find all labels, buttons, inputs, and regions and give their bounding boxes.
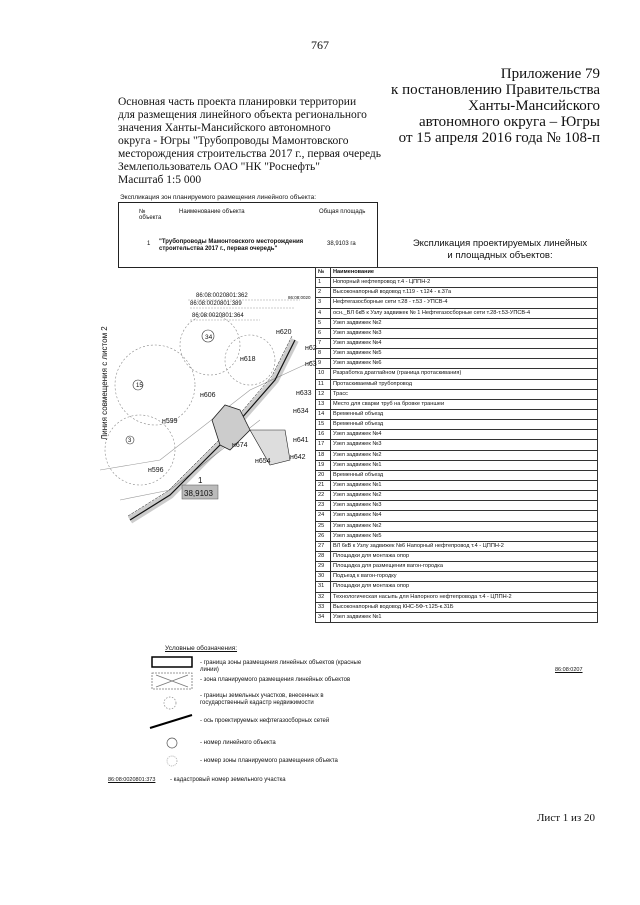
legend-item: - кадастровый номер земельного участка — [170, 777, 286, 783]
zone-row-name: "Трубопроводы Мамонтовского месторождения строительства 2017 г., первая очередь" — [159, 239, 304, 252]
object-number-cell: 26 — [316, 531, 331, 541]
object-number-cell: 6 — [316, 328, 331, 338]
title-line: Масштаб 1:5 000 — [118, 174, 202, 186]
table-row — [316, 369, 598, 379]
object-number-cell: 15 — [316, 420, 331, 430]
object-name-cell: Узел задвижек №1 — [331, 612, 598, 622]
object-name-cell: Площадки для монтажа опор — [331, 582, 598, 592]
cadastral-label: 86:08:0020801:362 — [196, 293, 248, 299]
object-number-cell: 10 — [316, 369, 331, 379]
table-row — [316, 582, 598, 592]
table-row — [316, 389, 598, 399]
table-row — [316, 430, 598, 440]
legend-sample-code: 86:08:0020801:373 — [108, 777, 156, 783]
object-number-cell: 7 — [316, 338, 331, 348]
legend-symbol — [152, 673, 192, 689]
table-row — [316, 602, 598, 612]
table-row — [316, 288, 598, 298]
table-row — [316, 491, 598, 501]
legend-title: Условные обозначения: — [165, 645, 238, 652]
matchline-label: Линия совмещения с листом 2 — [100, 326, 109, 440]
zone-circles — [105, 315, 275, 485]
project-title — [118, 96, 388, 187]
object-number-cell: 4 — [316, 308, 331, 318]
objects-table — [315, 267, 598, 623]
object-name-cell: Протаскиваемый трубопровод — [331, 379, 598, 389]
table-row — [316, 501, 598, 511]
cadastral-label: 86:08:0020 — [288, 295, 311, 300]
object-name-cell: Узел задвижек №4 — [331, 430, 598, 440]
object-number-cell: 30 — [316, 572, 331, 582]
object-number-cell: 2 — [316, 288, 331, 298]
table-row — [316, 349, 598, 359]
object-name-cell: Временный объезд — [331, 420, 598, 430]
cadastral-label: 86:08:0020801:389 — [190, 301, 242, 307]
table-row — [316, 612, 598, 622]
table-row — [316, 511, 598, 521]
object-name-cell: Узел задвижек №2 — [331, 318, 598, 328]
sheet-number: Лист 1 из 20 — [536, 812, 595, 824]
zone-table-caption: Экспликация зон планируемого размещения линейного объекта: — [120, 194, 317, 201]
point-label: н596 — [148, 467, 164, 474]
object-number-cell: 9 — [316, 359, 331, 369]
objects-caption-line: и площадных объектов: — [447, 250, 553, 261]
title-line: округа - Югры "Трубопроводы Мамонтовского — [118, 135, 349, 147]
zone-col-name: Наименование объекта — [179, 209, 245, 215]
object-name-cell: Высоконапорный водовод КНС-5Ф-т.125-к.31Б — [331, 602, 598, 612]
legend-item: - граница зоны размещения линейных объектов (красные линии) — [200, 660, 362, 673]
object-number-cell: 14 — [316, 409, 331, 419]
object-number-cell: 27 — [316, 541, 331, 551]
object-number-cell: 20 — [316, 470, 331, 480]
object-name-cell: Высоконапорный водовод т.119 - т.124 - к.37а — [331, 288, 598, 298]
header-no: № — [316, 268, 331, 278]
point-label: н654 — [255, 458, 271, 465]
point-label: н606 — [200, 392, 216, 399]
appendix-line: Ханты-Мансийского — [468, 98, 600, 114]
legend-symbols — [120, 655, 195, 795]
table-row — [316, 278, 598, 288]
appendix-line: от 15 апреля 2016 года № 108-п — [398, 130, 600, 146]
object-name-cell: Нефтегазосборные сети т.28 - т.53 - УПСВ-4 — [331, 298, 598, 308]
object-number-cell: 16 — [316, 430, 331, 440]
object-name-cell: Узел задвижек №3 — [331, 328, 598, 338]
object-number-cell: 12 — [316, 389, 331, 399]
object-name-cell: Площадка для размещения вагон-городка — [331, 562, 598, 572]
object-name-cell: Узел задвижек №5 — [331, 531, 598, 541]
site-plan-map — [100, 270, 315, 630]
title-line: Землепользователь ОАО "НК "Роснефть" — [118, 161, 320, 173]
point-label: н634 — [293, 408, 309, 415]
table-row — [316, 562, 598, 572]
table-row — [316, 298, 598, 308]
point-label: н599 — [162, 418, 178, 425]
legend-symbol — [150, 715, 192, 728]
point-label: н641 — [293, 437, 309, 444]
table-row — [316, 318, 598, 328]
zone-row-no: 1 — [147, 241, 151, 247]
zone-number: 3 — [128, 438, 132, 444]
zone-number: 34 — [205, 334, 213, 341]
object-number-cell: 1 — [316, 278, 331, 288]
object-number-cell: 21 — [316, 480, 331, 490]
zone-col-area: Общая площадь — [319, 209, 366, 215]
object-name-cell: Узел задвижек №6 — [331, 359, 598, 369]
table-row — [316, 592, 598, 602]
object-number-cell: 31 — [316, 582, 331, 592]
legend-item: - ось проектируемых нефтегазосборных сетей — [200, 718, 330, 724]
object-number-cell: 25 — [316, 521, 331, 531]
page-number: 767 — [311, 38, 329, 52]
object-name-cell: Трасс — [331, 389, 598, 399]
object-number-cell: 32 — [316, 592, 331, 602]
object-name-cell: Площадки для монтажа опор — [331, 551, 598, 561]
appendix-line: автономного округа – Югры — [418, 114, 600, 130]
title-line: для размещения линейного объекта регионального — [118, 109, 367, 121]
object-name-cell: Временный объезд — [331, 470, 598, 480]
title-line: месторождения строительства 2017 г., первая очередь — [118, 148, 382, 160]
object-number-cell: 13 — [316, 399, 331, 409]
table-row — [316, 420, 598, 430]
point-label: н633 — [296, 390, 312, 397]
object-name-cell: ВЛ 6кВ к Узлу задвижек №6 Напорный нефтепровод т.4 - ЦППН-2 — [331, 541, 598, 551]
object-name-cell: Узел задвижек №4 — [331, 511, 598, 521]
object-number-cell: 5 — [316, 318, 331, 328]
table-row — [316, 359, 598, 369]
point-label: н63 — [305, 361, 317, 368]
point-label: н62 — [305, 345, 317, 352]
point-label: н618 — [240, 356, 256, 363]
cadastral-label: 86:08:0020801:364 — [192, 313, 244, 319]
objects-caption-line: Экспликация проектируемых линейных — [412, 238, 588, 249]
table-row — [316, 399, 598, 409]
table-row — [316, 531, 598, 541]
table-row — [316, 480, 598, 490]
zone-row-area: 38,9103 га — [327, 241, 356, 247]
table-row — [316, 541, 598, 551]
object-name-cell: Разработка драглайном (граница протаскивания) — [331, 369, 598, 379]
object-number-cell: 11 — [316, 379, 331, 389]
object-name-cell: Нопорный нефтепровод т.4 - ЦППН-2 — [331, 278, 598, 288]
object-name-cell: Временный объезд — [331, 409, 598, 419]
object-area: 38,9103 — [184, 489, 213, 498]
object-number-cell: 19 — [316, 460, 331, 470]
title-line: значения Ханты-Мансийского автономного — [118, 122, 331, 134]
legend-item: - зона планируемого размещения линейных объектов — [200, 677, 351, 683]
object-name-cell: Технологическая насыпь для Напорного нефтепровода т.4 - ЦППН-2 — [331, 592, 598, 602]
object-number-cell: 3 — [316, 298, 331, 308]
appendix-line: Приложение 79 — [500, 66, 600, 82]
header-name: Наименование — [331, 268, 598, 278]
legend-symbol — [167, 756, 177, 766]
objects-caption — [400, 238, 600, 262]
table-row — [316, 328, 598, 338]
table-row — [316, 308, 598, 318]
object-name-cell: Узел задвижек №2 — [331, 521, 598, 531]
object-number-cell: 22 — [316, 491, 331, 501]
object-number-cell: 33 — [316, 602, 331, 612]
table-row — [316, 470, 598, 480]
table-row — [316, 450, 598, 460]
object-number: 1 — [198, 476, 203, 485]
table-row — [316, 460, 598, 470]
table-row — [316, 572, 598, 582]
title-line: Основная часть проекта планировки территории — [118, 96, 357, 108]
zone-table — [118, 202, 378, 268]
table-row — [316, 338, 598, 348]
legend-symbol — [164, 697, 176, 709]
legend-symbol — [167, 738, 177, 748]
legend-symbol — [152, 657, 192, 667]
legend-item: - границы земельных участков, внесенных в государственный кадастр недвижимости — [200, 693, 324, 706]
table-row — [316, 521, 598, 531]
legend-item: - номер зоны планируемого размещения объекта — [200, 758, 338, 764]
point-label: н642 — [290, 454, 306, 461]
object-name-cell: Узел задвижек №4 — [331, 338, 598, 348]
table-row — [316, 379, 598, 389]
object-number-cell: 28 — [316, 551, 331, 561]
object-number-cell: 24 — [316, 511, 331, 521]
object-name-cell: осн._ВЛ 6кВ к Узлу задвижек № 1 Нефтегазосборные сети т.28-т.53-УПСВ-4 — [331, 308, 598, 318]
object-name-cell: Узел задвижек №1 — [331, 460, 598, 470]
object-number-cell: 8 — [316, 349, 331, 359]
object-name-cell: Узел задвижек №2 — [331, 491, 598, 501]
point-label: н620 — [276, 329, 292, 336]
table-row — [316, 551, 598, 561]
object-name-cell: Узел задвижек №5 — [331, 349, 598, 359]
legend-item: - номер линейного объекта — [200, 740, 276, 746]
object-number-cell: 34 — [316, 612, 331, 622]
object-number-cell: 29 — [316, 562, 331, 572]
object-name-cell: Подъезд к вагон-городку — [331, 572, 598, 582]
table-header-row — [316, 268, 598, 278]
object-name-cell: Узел задвижек №1 — [331, 480, 598, 490]
object-number-cell: 17 — [316, 440, 331, 450]
table-row — [316, 440, 598, 450]
object-name-cell: Узел задвижек №2 — [331, 450, 598, 460]
point-label: н674 — [232, 442, 248, 449]
object-name-cell: Место для сварки труб на бровке траншеи — [331, 399, 598, 409]
object-name-cell: Узел задвижек №3 — [331, 501, 598, 511]
zone-col-no: № объекта — [139, 209, 162, 221]
legend-right-code: 86:08:0207 — [555, 667, 583, 673]
table-row — [316, 409, 598, 419]
object-name-cell: Узел задвижек №3 — [331, 440, 598, 450]
appendix-line: к постановлению Правительства — [391, 82, 600, 98]
zone-number: 15 — [136, 383, 143, 389]
object-number-cell: 23 — [316, 501, 331, 511]
object-number-cell: 18 — [316, 450, 331, 460]
